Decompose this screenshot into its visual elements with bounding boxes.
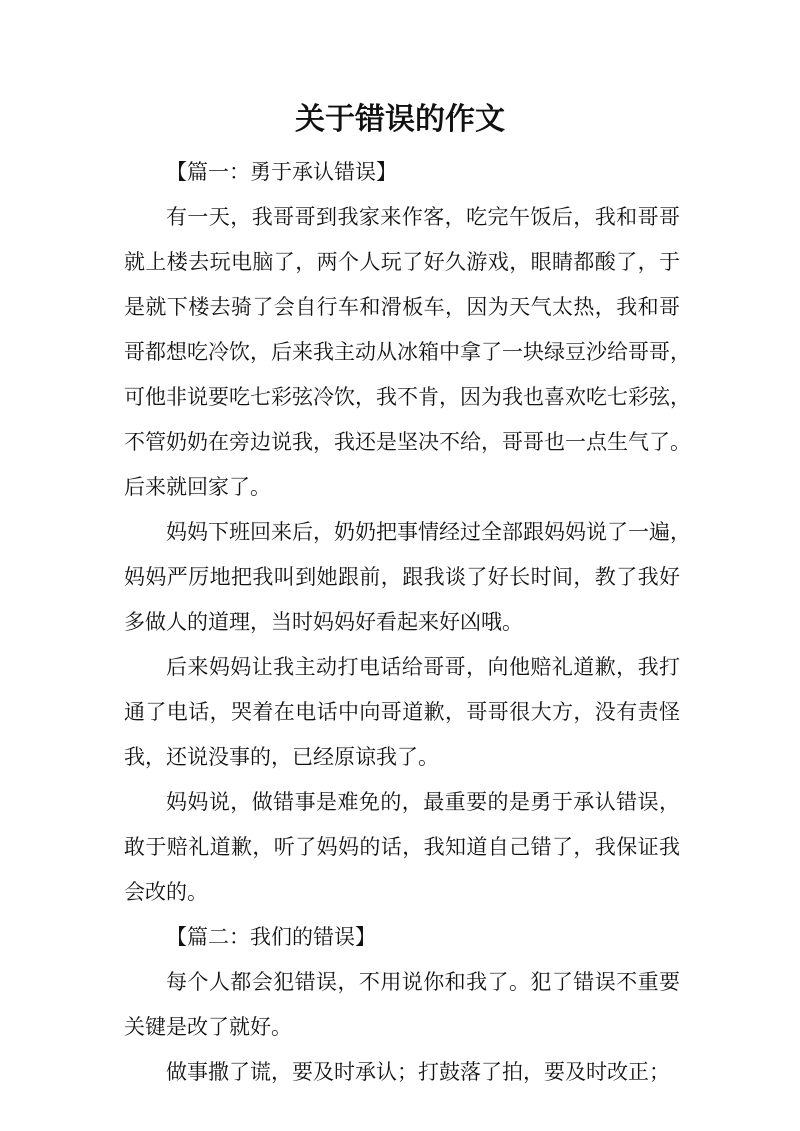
text-line: 妈妈说，做错事是难免的，最重要的是勇于承认错误，: [166, 790, 680, 814]
text-line: 后来就回家了。: [124, 475, 271, 499]
text-line: 可他非说要吃七彩弦冷饮，我不肯，因为我也喜欢吃七彩弦，: [124, 385, 691, 409]
text-line: 会改的。: [124, 880, 208, 904]
document-body: [124, 150, 691, 1095]
document-title: 关于错误的作文: [295, 102, 505, 137]
text-line: 哥都想吃冷饮，后来我主动从冰箱中拿了一块绿豆沙给哥哥，: [124, 340, 691, 364]
text-line: 多做人的道理，当时妈妈好看起来好凶哦。: [124, 610, 523, 634]
section-heading-2: 【篇二：我们的错误】: [166, 925, 376, 949]
paragraph: [124, 960, 680, 1050]
text-line: 就上楼去玩电脑了，两个人玩了好久游戏，眼睛都酸了，于: [124, 250, 680, 274]
text-line: 后来妈妈让我主动打电话给哥哥，向他赔礼道歉，我打: [166, 655, 680, 679]
paragraph: [124, 1050, 680, 1095]
text-line: 是就下楼去骑了会自行车和滑板车，因为天气太热，我和哥: [124, 295, 680, 319]
text-line: 关键是改了就好。: [124, 1015, 292, 1039]
paragraph: [124, 195, 691, 510]
paragraph: [124, 645, 680, 780]
text-line: 做事撒了谎，要及时承认；打鼓落了拍，要及时改正；: [166, 1060, 670, 1084]
text-line: 不管奶奶在旁边说我，我还是坚决不给，哥哥也一点生气了。: [124, 430, 691, 454]
text-line: 通了电话，哭着在电话中向哥道歉，哥哥很大方，没有责怪: [124, 700, 680, 724]
text-line: 有一天，我哥哥到我家来作客，吃完午饭后，我和哥哥: [166, 205, 680, 229]
paragraph: [124, 780, 680, 915]
text-line: 每个人都会犯错误，不用说你和我了。犯了错误不重要: [166, 970, 680, 994]
text-line: 妈妈严厉地把我叫到她跟前，跟我谈了好长时间，教了我好: [124, 565, 680, 589]
text-line: 敢于赔礼道歉，听了妈妈的话，我知道自己错了，我保证我: [124, 835, 680, 859]
text-line: 我，还说没事的，已经原谅我了。: [124, 745, 439, 769]
section-heading-1: 【篇一：勇于承认错误】: [166, 160, 397, 184]
paragraph: [124, 510, 691, 645]
text-line: 妈妈下班回来后，奶奶把事情经过全部跟妈妈说了一遍，: [166, 520, 691, 544]
